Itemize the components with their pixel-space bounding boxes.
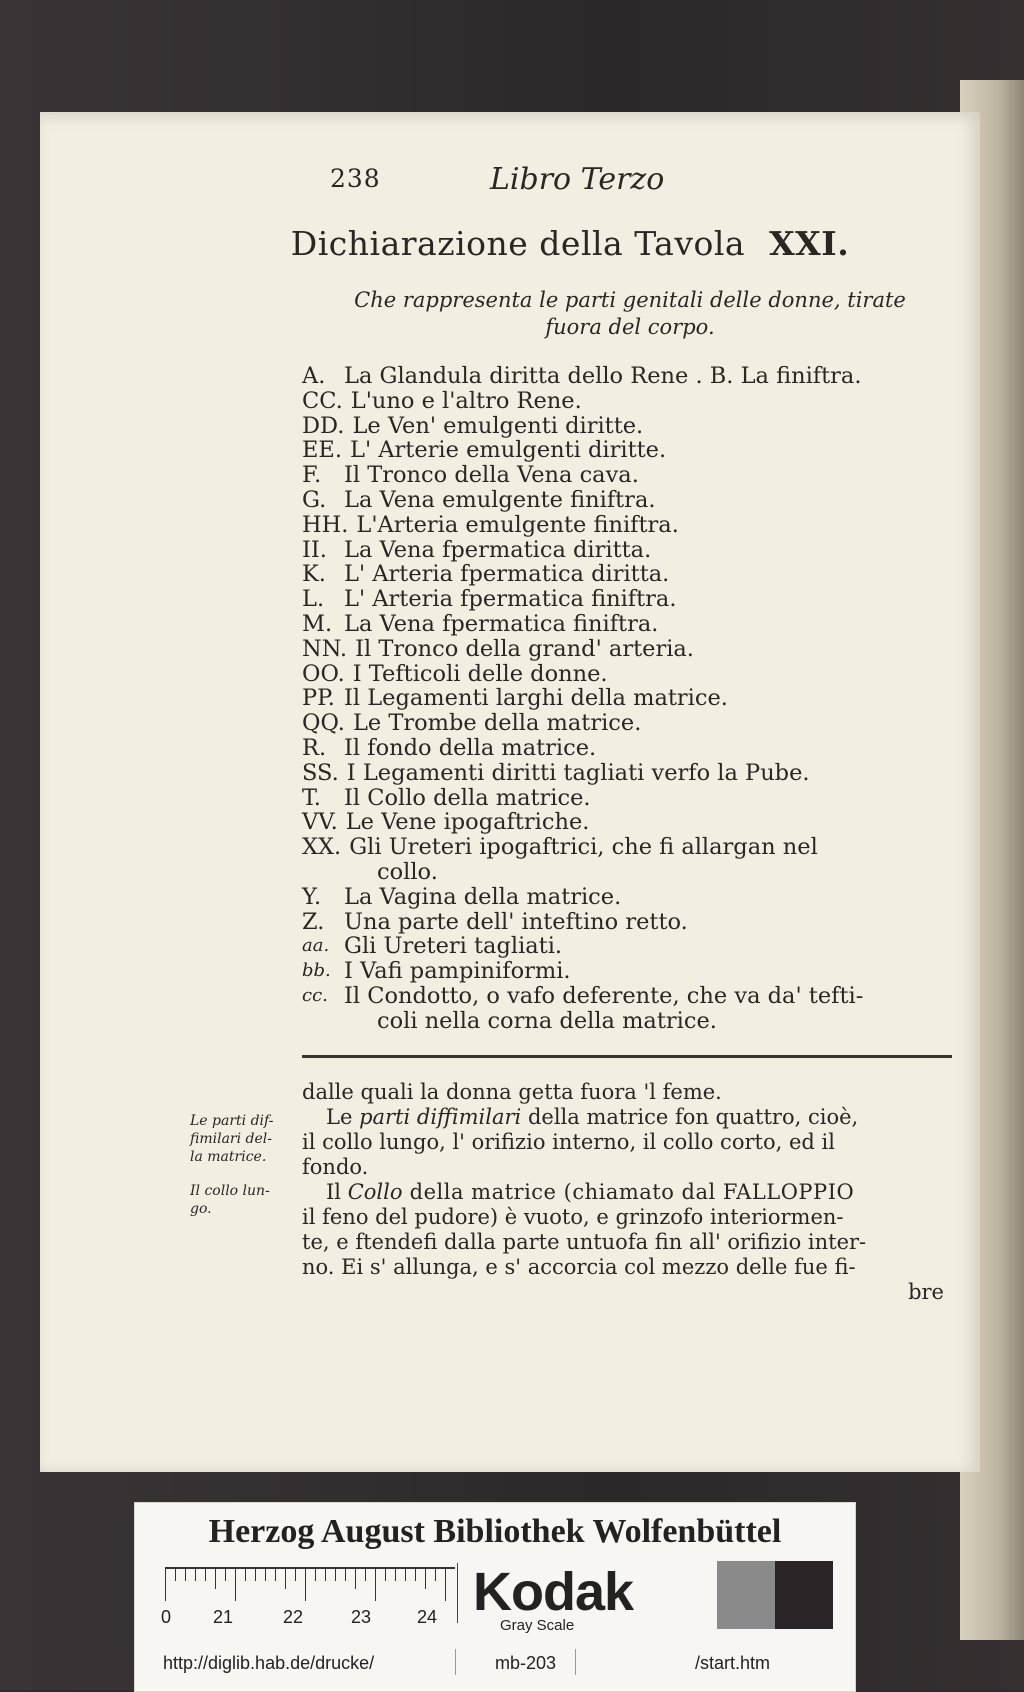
plate-title — [40, 224, 980, 263]
body-line — [302, 1105, 952, 1130]
legend-row-continuation — [302, 860, 962, 885]
ruler-line — [165, 1567, 455, 1569]
body-emphasis: parti diffimilari — [359, 1105, 522, 1129]
legend-text: Gli Ureteri tagliati. — [344, 933, 563, 960]
legend-text: L'uno e l'altro Rene. — [350, 387, 582, 414]
legend-key: K. — [302, 561, 326, 588]
legend-text: I Legamenti diritti tagliati verfo la Pube. — [346, 759, 810, 786]
ruler-tick — [265, 1567, 266, 1581]
url-id: mb-203 — [495, 1653, 557, 1673]
legend-key: DD. — [302, 412, 345, 439]
legend-text: La Glandula diritta dello Rene . B. La finiftra. — [344, 363, 862, 389]
legend-text: Le Vene ipogaftriche. — [345, 809, 590, 836]
legend-text: collo. — [377, 858, 438, 885]
legend-row — [302, 686, 962, 711]
page-header — [330, 164, 890, 204]
legend-row — [302, 463, 962, 488]
body-line: il feno del pudore) è vuoto, e grinzofo interiormen- — [302, 1205, 844, 1229]
legend-key: EE. — [302, 437, 343, 464]
body-fragment: Le — [326, 1105, 360, 1129]
legend-text: La Vena fpermatica diritta. — [344, 536, 652, 563]
legend-row — [302, 984, 962, 1009]
gray-scale-label: Gray Scale — [500, 1617, 575, 1634]
legend-text: L' Arterie emulgenti diritte. — [350, 437, 667, 464]
ruler-tick — [255, 1567, 256, 1581]
legend-row — [302, 736, 962, 761]
legend-row — [302, 562, 962, 587]
legend-text: Il Legamenti larghi della matrice. — [344, 685, 728, 712]
ruler-tick — [235, 1567, 236, 1601]
library-name: Herzog August Bibliothek Wolfenbüttel — [208, 1513, 782, 1550]
legend-row — [302, 711, 962, 736]
legend-key: T. — [302, 784, 321, 811]
legend-key: cc. — [302, 984, 328, 1006]
ruler-tick — [215, 1567, 216, 1589]
section-rule — [302, 1055, 952, 1058]
legend-row — [302, 637, 962, 662]
legend-text: Le Trombe della matrice. — [352, 710, 642, 737]
url-page: /start.htm — [695, 1653, 771, 1673]
body-fragment: Il — [326, 1180, 348, 1204]
legend-row-continuation — [302, 1009, 962, 1034]
ruler-label: 22 — [283, 1607, 304, 1627]
ruler-tick — [335, 1567, 336, 1581]
legend-row — [302, 934, 962, 959]
ruler-label: 0 — [161, 1607, 172, 1627]
legend-key: QQ. — [302, 710, 345, 737]
body-line: il collo lungo, l' orifizio interno, il collo corto, ed il — [302, 1130, 835, 1154]
body-fragment: della matrice (chiamato dal FALLOPPIO — [402, 1180, 855, 1204]
legend-key: bb. — [302, 960, 331, 982]
ruler-tick — [375, 1567, 376, 1601]
legend-row — [302, 959, 962, 984]
legend-key: G. — [302, 486, 327, 513]
legend-text: Una parte dell' inteftino retto. — [344, 908, 688, 935]
ruler-tick — [315, 1567, 316, 1581]
ruler-tick — [345, 1567, 346, 1581]
ruler-tick — [275, 1567, 276, 1581]
url-path: http://diglib.hab.de/drucke/ — [163, 1653, 375, 1673]
legend-row — [302, 885, 962, 910]
ruler-tick — [205, 1567, 206, 1581]
legend-key: Y. — [302, 883, 322, 910]
legend-text: Le Ven' emulgenti diritte. — [352, 412, 644, 439]
body-line: dalle quali la donna getta fuora 'l feme. — [302, 1080, 722, 1104]
ruler-tick — [295, 1567, 296, 1581]
legend-key: OO. — [302, 660, 345, 687]
ruler-tick — [365, 1567, 366, 1581]
legend-text: La Vagina della matrice. — [344, 883, 622, 910]
body-text — [302, 1080, 952, 1305]
scan-target-card — [134, 1502, 856, 1692]
plate-title-text: Dichiarazione della Tavola — [290, 224, 746, 263]
book-page — [40, 112, 980, 1472]
divider — [575, 1649, 576, 1675]
legend-row — [302, 488, 962, 513]
legend-row — [302, 810, 962, 835]
legend-key: NN. — [302, 635, 348, 662]
measurement-ruler — [161, 1567, 455, 1627]
plate-number: XXI. — [769, 224, 850, 263]
body-line: fondo. — [302, 1155, 369, 1179]
legend-text: Il Tronco della Vena cava. — [344, 462, 639, 489]
legend-key: XX. — [302, 834, 342, 861]
plate-legend — [302, 364, 962, 1034]
legend-row — [302, 538, 962, 563]
legend-key: aa. — [302, 935, 330, 957]
legend-key: M. — [302, 610, 333, 637]
ruler-tick — [225, 1567, 226, 1581]
ruler-tick — [425, 1567, 426, 1589]
legend-text: L'Arteria emulgente finiftra. — [356, 511, 679, 538]
legend-key: PP. — [302, 685, 335, 712]
legend-text: Gli Ureteri ipogaftrici, che fi allargan nel — [349, 834, 818, 861]
legend-row — [302, 587, 962, 612]
legend-text: I Vafi pampiniformi. — [344, 958, 571, 985]
ruler-tick — [445, 1567, 446, 1601]
catchword: bre — [908, 1280, 944, 1304]
legend-key: F. — [302, 462, 322, 489]
gray-patch — [717, 1561, 775, 1629]
ruler-tick — [395, 1567, 396, 1581]
ruler-tick — [285, 1567, 286, 1589]
legend-row — [302, 364, 962, 389]
legend-key: A. — [302, 363, 326, 389]
legend-text: coli nella corna della matrice. — [377, 1007, 717, 1034]
legend-row — [302, 835, 962, 860]
ruler-tick — [165, 1567, 166, 1601]
ruler-tick — [195, 1567, 196, 1581]
legend-text: Il Collo della matrice. — [344, 784, 591, 811]
running-title: Libro Terzo — [490, 162, 665, 197]
ruler-tick — [325, 1567, 326, 1581]
ruler-tick — [185, 1567, 186, 1581]
body-emphasis: Collo — [347, 1180, 403, 1204]
legend-key: L. — [302, 586, 325, 613]
legend-row — [302, 414, 962, 439]
black-patch — [775, 1561, 833, 1629]
kodak-logo: Kodak — [473, 1562, 634, 1622]
page-number: 238 — [330, 164, 381, 193]
marginal-note: Le parti dif- fimilari del- la matrice. — [190, 1113, 274, 1165]
legend-row — [302, 662, 962, 687]
ruler-label: 24 — [417, 1607, 438, 1627]
ruler-tick — [305, 1567, 306, 1601]
ruler-tick — [385, 1567, 386, 1581]
legend-text: La Vena fpermatica finiftra. — [344, 610, 659, 637]
legend-key: R. — [302, 734, 327, 761]
body-line: te, e ftendefi dalla parte untuofa fin all' orifizio inter- — [302, 1230, 867, 1254]
legend-row — [302, 786, 962, 811]
ruler-tick — [415, 1567, 416, 1581]
legend-text: Il Condotto, o vafo deferente, che va da' tefti- — [344, 982, 864, 1009]
plate-subtitle — [310, 287, 950, 341]
legend-key: VV. — [302, 809, 338, 836]
subtitle-line: Che rappresenta le parti genitali delle donne, tirate — [354, 288, 906, 312]
legend-key: HH. — [302, 511, 349, 538]
legend-row — [302, 910, 962, 935]
legend-key: CC. — [302, 387, 343, 414]
ruler-tick — [355, 1567, 356, 1589]
subtitle-line: fuora del corpo. — [545, 315, 715, 339]
legend-text: L' Arteria fpermatica finiftra. — [344, 586, 677, 613]
legend-row — [302, 612, 962, 637]
ruler-tick — [405, 1567, 406, 1581]
legend-text: Il fondo della matrice. — [344, 734, 597, 761]
legend-key: Z. — [302, 908, 325, 935]
legend-key: SS. — [302, 759, 339, 786]
legend-text: I Tefticoli delle donne. — [352, 660, 608, 687]
legend-row — [302, 761, 962, 786]
body-line — [302, 1180, 952, 1205]
ruler-label: 23 — [351, 1607, 372, 1627]
divider — [455, 1649, 456, 1675]
legend-text: La Vena emulgente finiftra. — [344, 486, 656, 513]
body-line: no. Ei s' allunga, e s' accorcia col mezzo delle fue fi- — [302, 1255, 856, 1279]
divider — [457, 1563, 458, 1623]
ruler-tick — [435, 1567, 436, 1581]
legend-row — [302, 438, 962, 463]
legend-row — [302, 513, 962, 538]
legend-text: L' Arteria fpermatica diritta. — [344, 561, 670, 588]
body-fragment: della matrice fon quattro, cioè, — [521, 1105, 859, 1129]
legend-row — [302, 389, 962, 414]
ruler-tick — [245, 1567, 246, 1581]
marginal-note: Il collo lun- go. — [190, 1183, 270, 1217]
ruler-tick — [175, 1567, 176, 1581]
ruler-label: 21 — [213, 1607, 234, 1627]
legend-text: Il Tronco della grand' arteria. — [355, 635, 694, 662]
legend-key: II. — [302, 536, 327, 563]
